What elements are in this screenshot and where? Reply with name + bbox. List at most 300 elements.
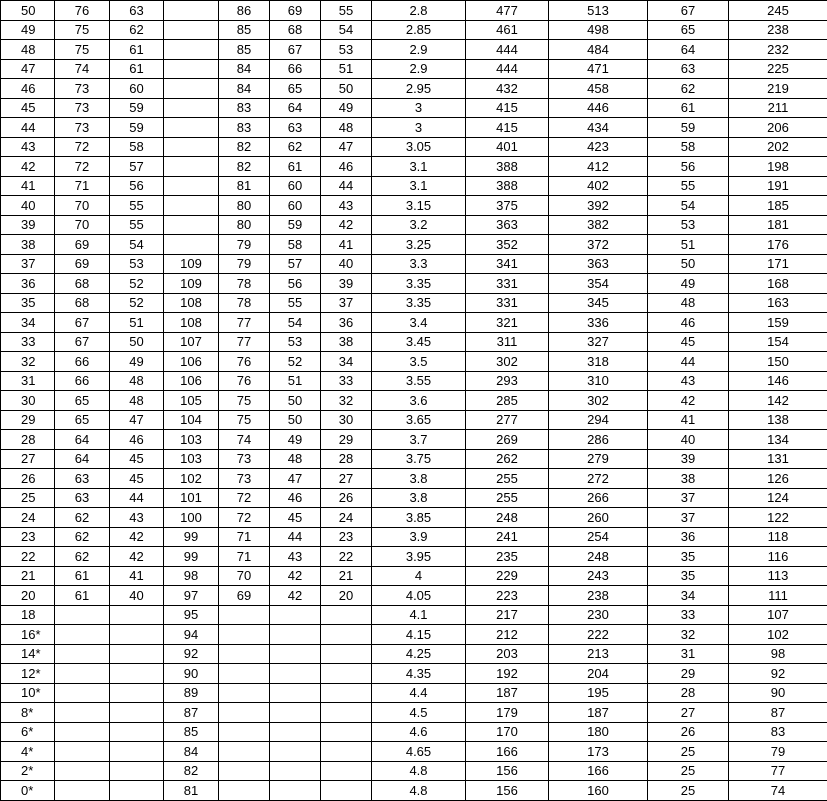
table-cell: 55 xyxy=(648,176,729,196)
table-cell: 198 xyxy=(729,157,827,177)
table-row xyxy=(1,527,827,547)
table-cell: 202 xyxy=(729,137,827,157)
table-cell: 53 xyxy=(110,254,164,274)
table-cell: 90 xyxy=(729,683,827,703)
table-cell xyxy=(110,644,164,664)
table-cell: 101 xyxy=(164,488,219,508)
table-cell: 124 xyxy=(729,488,827,508)
table-cell: 36 xyxy=(648,527,729,547)
table-cell: 84 xyxy=(219,59,270,79)
table-cell: 279 xyxy=(549,449,648,469)
table-cell: 102 xyxy=(164,469,219,489)
table-cell: 64 xyxy=(270,98,321,118)
table-cell: 48 xyxy=(110,391,164,411)
row-key-cell: 22 xyxy=(1,547,55,567)
table-cell: 62 xyxy=(55,547,110,567)
table-cell xyxy=(270,781,321,801)
table-cell: 107 xyxy=(729,605,827,625)
table-cell: 22 xyxy=(321,547,372,567)
table-cell: 92 xyxy=(164,644,219,664)
table-cell xyxy=(164,137,219,157)
table-cell: 179 xyxy=(466,703,549,723)
table-cell: 108 xyxy=(164,313,219,333)
row-key-cell: 21 xyxy=(1,566,55,586)
table-cell: 238 xyxy=(549,586,648,606)
table-cell: 2.9 xyxy=(372,59,466,79)
table-cell: 363 xyxy=(549,254,648,274)
table-cell: 48 xyxy=(110,371,164,391)
table-cell: 70 xyxy=(55,196,110,216)
table-cell: 58 xyxy=(110,137,164,157)
table-cell: 293 xyxy=(466,371,549,391)
table-cell xyxy=(321,664,372,684)
table-cell: 68 xyxy=(55,274,110,294)
table-cell: 27 xyxy=(321,469,372,489)
table-cell: 58 xyxy=(270,235,321,255)
row-key-cell: 50 xyxy=(1,1,55,21)
table-cell: 49 xyxy=(321,98,372,118)
table-cell: 61 xyxy=(270,157,321,177)
table-cell: 50 xyxy=(270,410,321,430)
row-key-cell: 4* xyxy=(1,742,55,762)
table-cell xyxy=(110,742,164,762)
row-key-cell: 14* xyxy=(1,644,55,664)
table-cell: 3.75 xyxy=(372,449,466,469)
table-row xyxy=(1,235,827,255)
table-cell: 82 xyxy=(219,157,270,177)
table-row xyxy=(1,761,827,781)
table-cell: 32 xyxy=(321,391,372,411)
table-cell: 2.8 xyxy=(372,1,466,21)
table-cell xyxy=(55,625,110,645)
table-cell: 62 xyxy=(110,20,164,40)
table-cell: 59 xyxy=(110,118,164,138)
table-cell: 434 xyxy=(549,118,648,138)
table-cell: 76 xyxy=(219,371,270,391)
table-cell: 458 xyxy=(549,79,648,99)
table-cell: 41 xyxy=(110,566,164,586)
table-cell: 336 xyxy=(549,313,648,333)
table-cell: 65 xyxy=(55,391,110,411)
table-cell xyxy=(321,644,372,664)
table-cell: 187 xyxy=(549,703,648,723)
table-cell: 82 xyxy=(219,137,270,157)
row-key-cell: 34 xyxy=(1,313,55,333)
table-cell xyxy=(164,157,219,177)
table-cell: 2.85 xyxy=(372,20,466,40)
table-cell xyxy=(270,605,321,625)
table-cell: 41 xyxy=(321,235,372,255)
table-cell: 113 xyxy=(729,566,827,586)
table-cell: 99 xyxy=(164,527,219,547)
table-cell: 4.65 xyxy=(372,742,466,762)
table-cell: 331 xyxy=(466,274,549,294)
table-cell: 76 xyxy=(219,352,270,372)
table-cell: 95 xyxy=(164,605,219,625)
table-cell: 35 xyxy=(648,547,729,567)
table-row xyxy=(1,410,827,430)
table-cell xyxy=(55,605,110,625)
table-cell: 62 xyxy=(55,508,110,528)
table-cell: 73 xyxy=(219,449,270,469)
table-cell: 77 xyxy=(219,313,270,333)
table-row xyxy=(1,20,827,40)
table-cell: 73 xyxy=(55,79,110,99)
table-cell xyxy=(55,664,110,684)
table-cell: 42 xyxy=(270,566,321,586)
table-cell: 79 xyxy=(729,742,827,762)
table-cell: 72 xyxy=(55,157,110,177)
table-cell: 44 xyxy=(270,527,321,547)
table-cell: 363 xyxy=(466,215,549,235)
table-row xyxy=(1,196,827,216)
row-key-cell: 8* xyxy=(1,703,55,723)
table-cell: 28 xyxy=(321,449,372,469)
table-cell: 134 xyxy=(729,430,827,450)
table-row xyxy=(1,137,827,157)
table-cell: 82 xyxy=(164,761,219,781)
table-cell: 513 xyxy=(549,1,648,21)
table-row xyxy=(1,371,827,391)
table-cell: 285 xyxy=(466,391,549,411)
table-cell: 3.65 xyxy=(372,410,466,430)
table-row xyxy=(1,469,827,489)
table-cell: 48 xyxy=(270,449,321,469)
table-cell: 272 xyxy=(549,469,648,489)
table-cell: 331 xyxy=(466,293,549,313)
table-cell: 67 xyxy=(55,313,110,333)
table-cell xyxy=(219,742,270,762)
table-cell: 40 xyxy=(321,254,372,274)
row-key-cell: 46 xyxy=(1,79,55,99)
table-cell: 401 xyxy=(466,137,549,157)
table-cell: 204 xyxy=(549,664,648,684)
table-cell: 67 xyxy=(648,1,729,21)
table-cell xyxy=(219,781,270,801)
row-key-cell: 27 xyxy=(1,449,55,469)
table-cell: 53 xyxy=(321,40,372,60)
table-cell: 32 xyxy=(648,625,729,645)
row-key-cell: 41 xyxy=(1,176,55,196)
table-cell: 25 xyxy=(648,761,729,781)
table-cell: 53 xyxy=(648,215,729,235)
table-cell: 39 xyxy=(648,449,729,469)
table-cell xyxy=(164,118,219,138)
table-cell: 3.5 xyxy=(372,352,466,372)
table-cell: 4.5 xyxy=(372,703,466,723)
table-row xyxy=(1,683,827,703)
table-cell: 180 xyxy=(549,722,648,742)
table-cell: 25 xyxy=(648,742,729,762)
table-cell: 63 xyxy=(648,59,729,79)
table-cell: 345 xyxy=(549,293,648,313)
table-cell: 3.35 xyxy=(372,274,466,294)
table-cell: 354 xyxy=(549,274,648,294)
row-key-cell: 47 xyxy=(1,59,55,79)
table-cell: 102 xyxy=(729,625,827,645)
table-row xyxy=(1,40,827,60)
table-cell: 388 xyxy=(466,176,549,196)
table-cell: 254 xyxy=(549,527,648,547)
table-cell xyxy=(164,196,219,216)
table-cell: 352 xyxy=(466,235,549,255)
table-cell: 42 xyxy=(648,391,729,411)
row-key-cell: 0* xyxy=(1,781,55,801)
table-cell: 55 xyxy=(110,196,164,216)
table-cell: 69 xyxy=(55,254,110,274)
table-cell: 160 xyxy=(549,781,648,801)
table-cell: 52 xyxy=(110,274,164,294)
table-cell xyxy=(164,59,219,79)
table-cell: 241 xyxy=(466,527,549,547)
row-key-cell: 10* xyxy=(1,683,55,703)
table-cell: 3.45 xyxy=(372,332,466,352)
row-key-cell: 26 xyxy=(1,469,55,489)
table-cell: 54 xyxy=(270,313,321,333)
table-row xyxy=(1,703,827,723)
table-cell: 75 xyxy=(219,391,270,411)
table-cell: 70 xyxy=(219,566,270,586)
table-cell xyxy=(321,625,372,645)
table-cell: 84 xyxy=(164,742,219,762)
table-cell: 277 xyxy=(466,410,549,430)
table-cell: 4.8 xyxy=(372,761,466,781)
table-cell: 49 xyxy=(648,274,729,294)
table-cell: 59 xyxy=(270,215,321,235)
table-cell: 211 xyxy=(729,98,827,118)
table-cell: 195 xyxy=(549,683,648,703)
table-cell xyxy=(110,722,164,742)
table-cell: 44 xyxy=(321,176,372,196)
table-cell: 392 xyxy=(549,196,648,216)
table-cell: 98 xyxy=(729,644,827,664)
table-cell: 47 xyxy=(270,469,321,489)
table-cell: 444 xyxy=(466,40,549,60)
table-cell xyxy=(164,98,219,118)
table-cell: 142 xyxy=(729,391,827,411)
table-cell: 45 xyxy=(110,449,164,469)
table-cell: 81 xyxy=(164,781,219,801)
table-cell: 108 xyxy=(164,293,219,313)
table-cell: 105 xyxy=(164,391,219,411)
table-cell: 269 xyxy=(466,430,549,450)
table-cell: 56 xyxy=(270,274,321,294)
table-cell: 68 xyxy=(270,20,321,40)
table-cell: 55 xyxy=(110,215,164,235)
table-cell: 51 xyxy=(648,235,729,255)
table-row xyxy=(1,59,827,79)
table-cell: 80 xyxy=(219,215,270,235)
table-cell: 41 xyxy=(648,410,729,430)
table-cell: 55 xyxy=(270,293,321,313)
table-row xyxy=(1,1,827,21)
table-body xyxy=(1,1,827,801)
table-cell: 156 xyxy=(466,781,549,801)
table-cell: 176 xyxy=(729,235,827,255)
row-key-cell: 37 xyxy=(1,254,55,274)
table-row xyxy=(1,625,827,645)
table-cell: 63 xyxy=(110,1,164,21)
table-cell: 321 xyxy=(466,313,549,333)
table-cell: 4.05 xyxy=(372,586,466,606)
table-cell: 4.25 xyxy=(372,644,466,664)
table-cell xyxy=(270,722,321,742)
table-cell: 206 xyxy=(729,118,827,138)
table-cell: 65 xyxy=(270,79,321,99)
table-cell: 3.25 xyxy=(372,235,466,255)
table-cell: 66 xyxy=(55,352,110,372)
table-cell: 87 xyxy=(164,703,219,723)
table-cell: 3.6 xyxy=(372,391,466,411)
table-cell: 255 xyxy=(466,488,549,508)
table-cell: 444 xyxy=(466,59,549,79)
table-cell: 63 xyxy=(270,118,321,138)
table-cell: 100 xyxy=(164,508,219,528)
table-cell xyxy=(219,605,270,625)
table-cell: 23 xyxy=(321,527,372,547)
table-cell xyxy=(55,742,110,762)
row-key-cell: 23 xyxy=(1,527,55,547)
table-cell: 66 xyxy=(55,371,110,391)
table-cell: 74 xyxy=(729,781,827,801)
table-cell: 99 xyxy=(164,547,219,567)
table-cell: 85 xyxy=(219,40,270,60)
table-cell: 57 xyxy=(270,254,321,274)
table-cell xyxy=(321,722,372,742)
table-cell: 40 xyxy=(110,586,164,606)
table-cell: 122 xyxy=(729,508,827,528)
table-cell: 34 xyxy=(321,352,372,372)
table-cell: 75 xyxy=(55,20,110,40)
table-cell: 192 xyxy=(466,664,549,684)
table-cell: 372 xyxy=(549,235,648,255)
table-row xyxy=(1,644,827,664)
table-cell: 181 xyxy=(729,215,827,235)
table-cell: 498 xyxy=(549,20,648,40)
table-cell: 52 xyxy=(110,293,164,313)
table-cell: 4.1 xyxy=(372,605,466,625)
table-cell: 52 xyxy=(270,352,321,372)
table-cell: 69 xyxy=(55,235,110,255)
table-cell xyxy=(219,644,270,664)
table-row xyxy=(1,722,827,742)
table-cell: 33 xyxy=(321,371,372,391)
table-cell: 80 xyxy=(219,196,270,216)
table-cell: 4.4 xyxy=(372,683,466,703)
table-cell: 66 xyxy=(270,59,321,79)
table-cell xyxy=(270,625,321,645)
table-cell xyxy=(164,79,219,99)
table-cell: 415 xyxy=(466,118,549,138)
table-cell: 238 xyxy=(729,20,827,40)
table-cell: 217 xyxy=(466,605,549,625)
table-cell: 83 xyxy=(219,98,270,118)
table-cell: 2.95 xyxy=(372,79,466,99)
row-key-cell: 48 xyxy=(1,40,55,60)
table-cell xyxy=(55,644,110,664)
table-cell: 3.1 xyxy=(372,176,466,196)
table-cell: 3 xyxy=(372,118,466,138)
table-cell: 43 xyxy=(110,508,164,528)
row-key-cell: 39 xyxy=(1,215,55,235)
table-cell: 4.8 xyxy=(372,781,466,801)
table-row xyxy=(1,176,827,196)
table-cell: 42 xyxy=(110,547,164,567)
table-cell: 51 xyxy=(110,313,164,333)
table-cell: 37 xyxy=(648,488,729,508)
table-cell: 21 xyxy=(321,566,372,586)
table-cell: 168 xyxy=(729,274,827,294)
table-cell: 50 xyxy=(110,332,164,352)
row-key-cell: 12* xyxy=(1,664,55,684)
table-cell: 3.95 xyxy=(372,547,466,567)
table-cell: 76 xyxy=(55,1,110,21)
row-key-cell: 30 xyxy=(1,391,55,411)
table-cell: 126 xyxy=(729,469,827,489)
table-cell: 39 xyxy=(321,274,372,294)
table-cell xyxy=(110,703,164,723)
table-cell: 46 xyxy=(110,430,164,450)
table-cell: 170 xyxy=(466,722,549,742)
table-cell: 243 xyxy=(549,566,648,586)
table-cell: 50 xyxy=(648,254,729,274)
table-row xyxy=(1,332,827,352)
table-cell: 3.2 xyxy=(372,215,466,235)
table-cell: 68 xyxy=(55,293,110,313)
table-cell: 72 xyxy=(219,488,270,508)
row-key-cell: 35 xyxy=(1,293,55,313)
table-cell xyxy=(110,664,164,684)
table-cell: 446 xyxy=(549,98,648,118)
table-cell: 77 xyxy=(219,332,270,352)
table-cell: 74 xyxy=(55,59,110,79)
table-cell: 286 xyxy=(549,430,648,450)
table-row xyxy=(1,430,827,450)
table-cell: 94 xyxy=(164,625,219,645)
table-cell xyxy=(55,722,110,742)
table-cell: 138 xyxy=(729,410,827,430)
table-cell xyxy=(321,742,372,762)
table-cell: 3 xyxy=(372,98,466,118)
table-cell: 341 xyxy=(466,254,549,274)
row-key-cell: 40 xyxy=(1,196,55,216)
table-cell: 98 xyxy=(164,566,219,586)
table-cell: 62 xyxy=(648,79,729,99)
table-cell xyxy=(110,625,164,645)
table-cell: 56 xyxy=(110,176,164,196)
table-cell: 262 xyxy=(466,449,549,469)
table-cell: 375 xyxy=(466,196,549,216)
table-cell: 77 xyxy=(729,761,827,781)
table-cell: 116 xyxy=(729,547,827,567)
table-cell xyxy=(219,625,270,645)
table-cell: 4 xyxy=(372,566,466,586)
table-cell: 104 xyxy=(164,410,219,430)
table-cell xyxy=(321,761,372,781)
table-cell: 166 xyxy=(466,742,549,762)
table-cell: 43 xyxy=(321,196,372,216)
table-row xyxy=(1,742,827,762)
table-cell: 71 xyxy=(219,547,270,567)
table-cell: 222 xyxy=(549,625,648,645)
table-cell: 78 xyxy=(219,274,270,294)
table-cell: 26 xyxy=(321,488,372,508)
row-key-cell: 44 xyxy=(1,118,55,138)
table-row xyxy=(1,605,827,625)
table-cell: 85 xyxy=(219,20,270,40)
table-cell: 26 xyxy=(648,722,729,742)
table-cell: 107 xyxy=(164,332,219,352)
